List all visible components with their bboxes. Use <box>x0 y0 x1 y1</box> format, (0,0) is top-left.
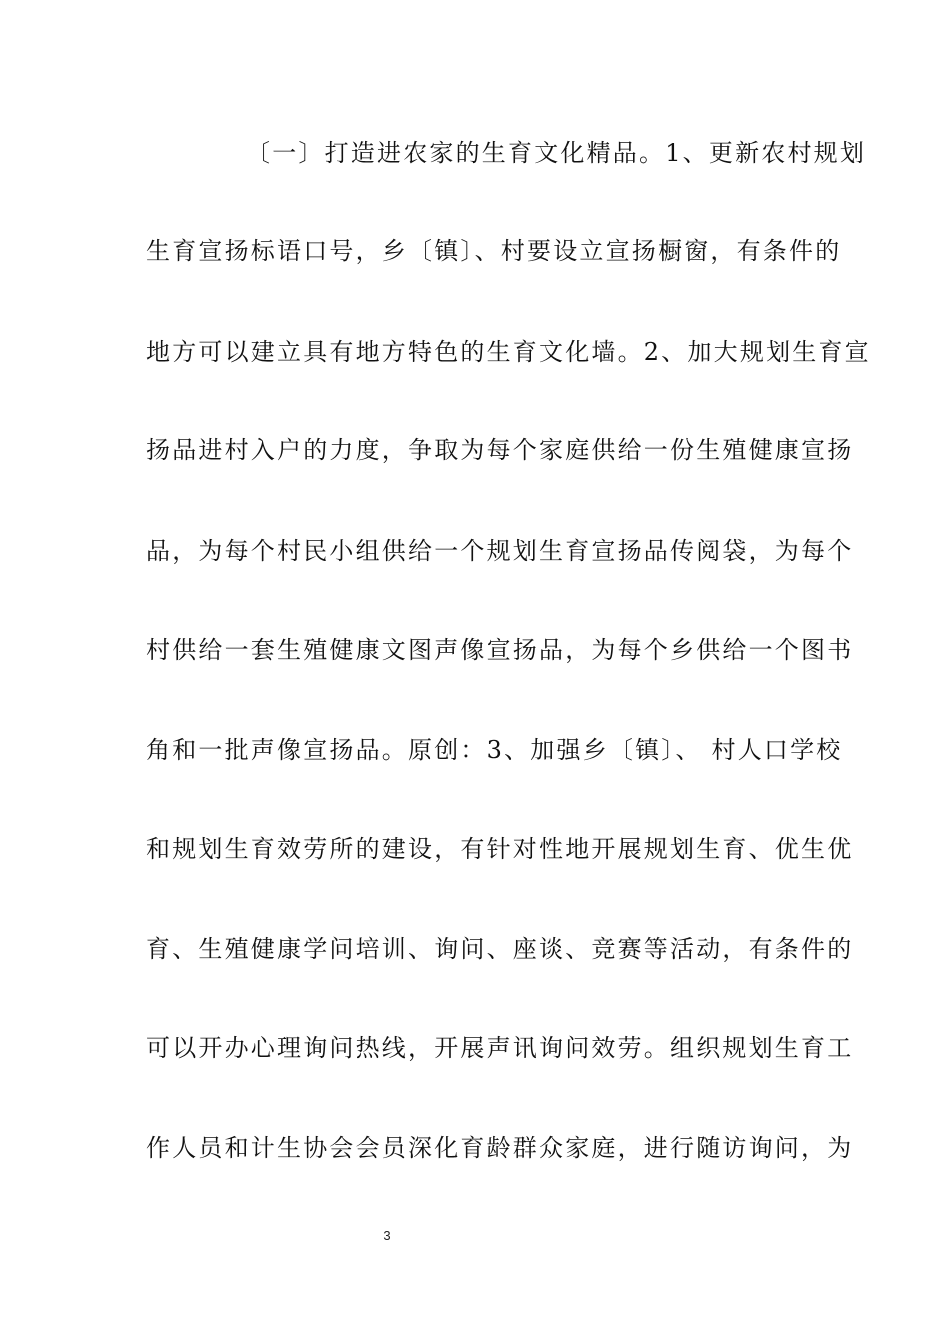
paragraph-line-9: 育、生殖健康学问培训、询问、座谈、竞赛等活动，有条件的 <box>146 935 854 963</box>
paragraph-line-3: 地方可以建立具有地方特色的生育文化墙。2、加大规划生育宣 <box>146 338 871 366</box>
paragraph-line-4: 扬品进村入户的力度，争取为每个家庭供给一份生殖健康宣扬 <box>146 436 854 464</box>
paragraph-line-5: 品，为每个村民小组供给一个规划生育宣扬品传阅袋，为每个 <box>146 537 854 565</box>
paragraph-line-6: 村供给一套生殖健康文图声像宣扬品，为每个乡供给一个图书 <box>146 636 854 664</box>
paragraph-line-8: 和规划生育效劳所的建设，有针对性地开展规划生育、优生优 <box>146 835 854 863</box>
paragraph-line-7: 角和一批声像宣扬品。原创：3、加强乡〔镇〕、 村人口学校 <box>146 736 843 764</box>
page-number: 3 <box>383 1228 391 1243</box>
paragraph-line-1: 〔一〕打造进农家的生育文化精品。1、更新农村规划 <box>246 139 867 167</box>
paragraph-line-11: 作人员和计生协会会员深化育龄群众家庭，进行随访询问，为 <box>146 1134 854 1162</box>
paragraph-line-10: 可以开办心理询问热线，开展声讯询问效劳。组织规划生育工 <box>146 1034 854 1062</box>
paragraph-line-2: 生育宣扬标语口号，乡〔镇〕、村要设立宣扬橱窗，有条件的 <box>146 237 842 265</box>
